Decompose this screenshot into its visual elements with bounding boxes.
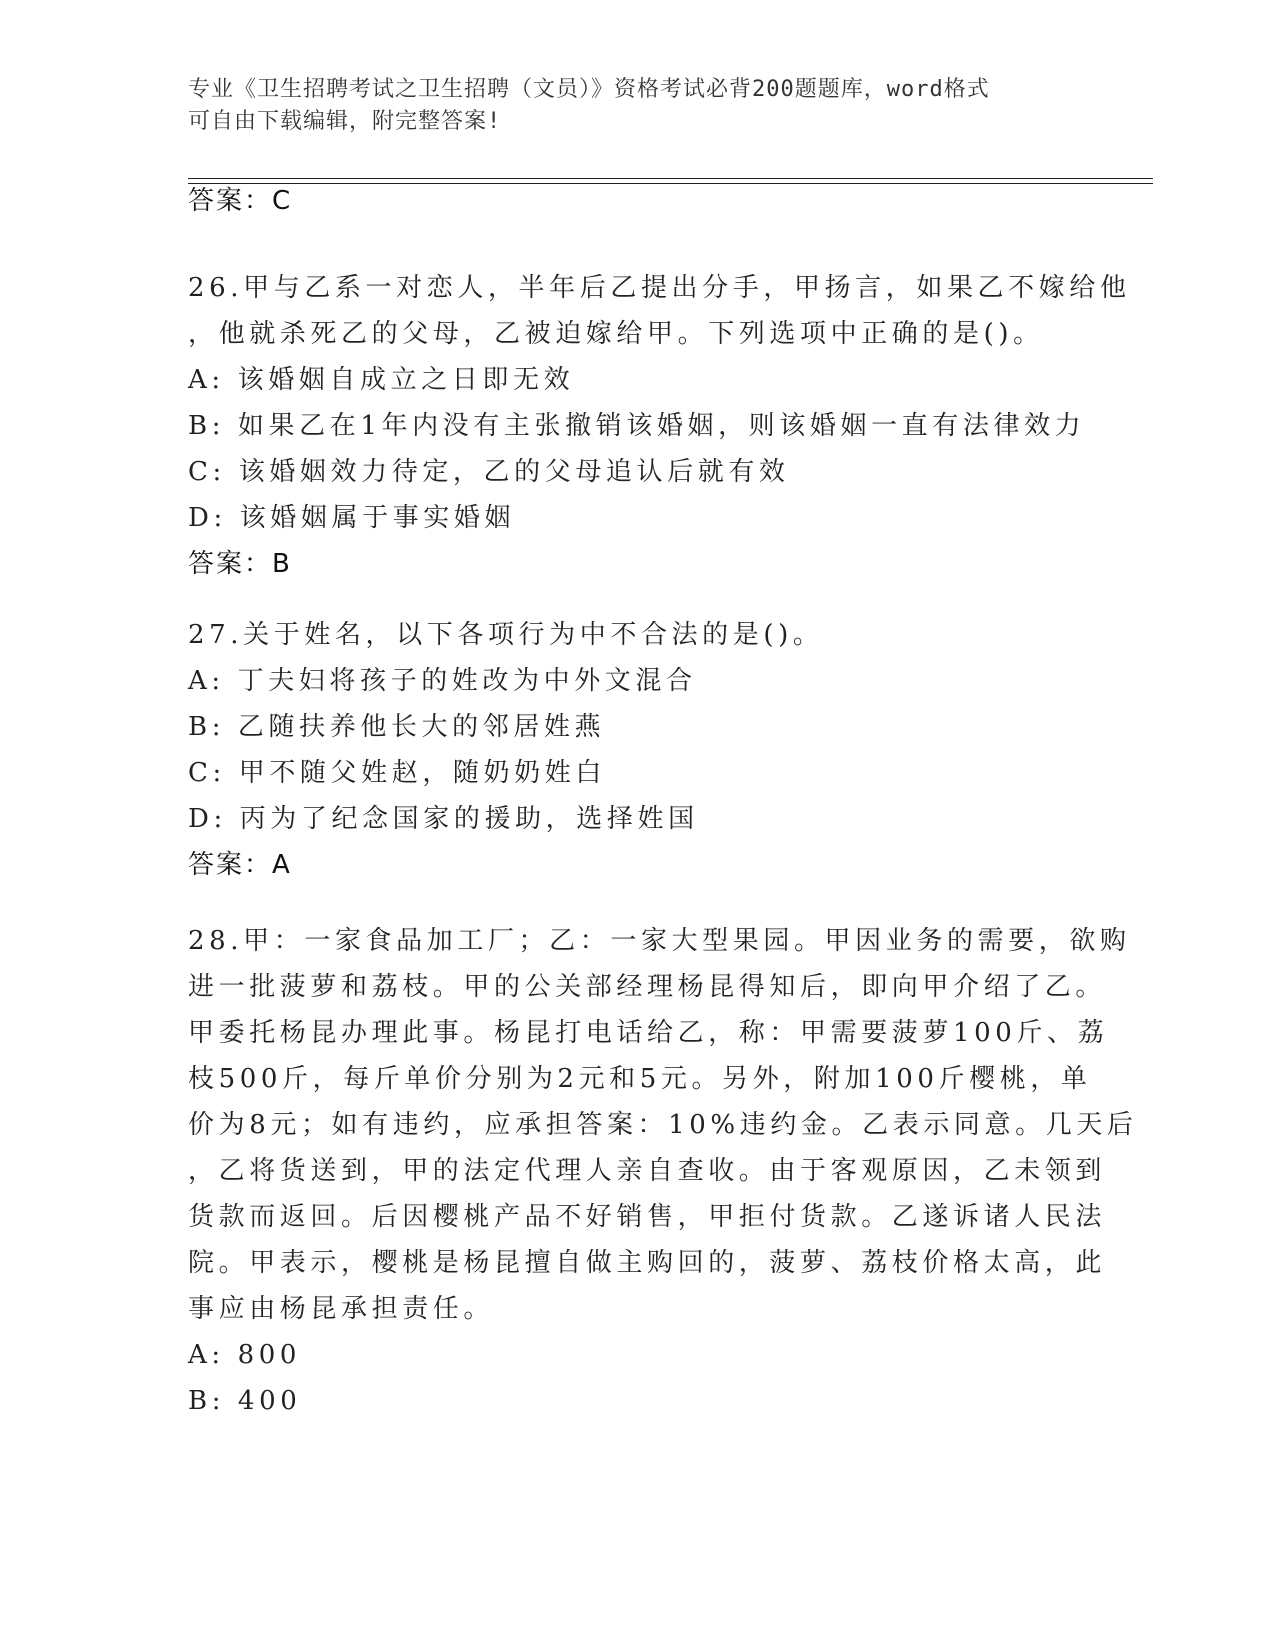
option-a: A: 该婚姻自成立之日即无效 [188, 365, 575, 395]
option-c: C: 该婚姻效力待定，乙的父母追认后就有效 [188, 457, 790, 487]
question-27 [188, 612, 1088, 888]
option-a: A: 丁夫妇将孩子的姓改为中外文混合 [188, 666, 697, 696]
option-d: D: 丙为了纪念国家的援助，选择姓国 [188, 804, 699, 834]
question-text-line: ，他就杀死乙的父母，乙被迫嫁给甲。下列选项中正确的是()。 [188, 319, 1044, 349]
question-text-line: 价为8元；如有违约，应承担答案：10%违约金。乙表示同意。几天后 [188, 1110, 1138, 1140]
question-text-line: ，乙将货送到，甲的法定代理人亲自查收。由于客观原因，乙未领到 [188, 1156, 1107, 1186]
option-b: B: 如果乙在1年内没有主张撤销该婚姻，则该婚姻一直有法律效力 [188, 411, 1086, 441]
question-28 [188, 918, 1138, 1424]
question-text-line: 26.甲与乙系一对恋人，半年后乙提出分手，甲扬言，如果乙不嫁给他 [188, 273, 1131, 303]
question-text-line: 28.甲：一家食品加工厂；乙：一家大型果园。甲因业务的需要，欲购 [188, 926, 1131, 956]
option-d: D: 该婚姻属于事实婚姻 [188, 503, 516, 533]
previous-answer-block [188, 178, 1088, 224]
question-text-line: 27.关于姓名，以下各项行为中不合法的是()。 [188, 620, 824, 650]
header-line-1: 专业《卫生招聘考试之卫生招聘（文员）》资格考试必背200题题库，word格式 [188, 77, 990, 102]
option-a: A: 800 [188, 1340, 302, 1370]
question-26 [188, 265, 1131, 587]
option-b: B: 乙随扶养他长大的邻居姓燕 [188, 712, 606, 742]
question-text-line: 事应由杨昆承担责任。 [188, 1294, 495, 1324]
answer-line: 答案：A [188, 850, 292, 880]
question-text-line: 甲委托杨昆办理此事。杨昆打电话给乙，称：甲需要菠萝100斤、荔 [188, 1018, 1109, 1048]
question-text-line: 枝500斤，每斤单价分别为2元和5元。另外，附加100斤樱桃，单 [188, 1064, 1092, 1094]
answer-line: 答案：B [188, 549, 292, 579]
question-text-line: 院。甲表示，樱桃是杨昆擅自做主购回的，菠萝、荔枝价格太高，此 [188, 1248, 1107, 1278]
answer-line: 答案：C [188, 186, 293, 216]
option-c: C: 甲不随父姓赵，随奶奶姓白 [188, 758, 606, 788]
option-b: B: 400 [188, 1386, 302, 1416]
question-text-line: 进一批菠萝和荔枝。甲的公关部经理杨昆得知后，即向甲介绍了乙。 [188, 972, 1107, 1002]
document-header [188, 74, 1068, 138]
question-text-line: 货款而返回。后因樱桃产品不好销售，甲拒付货款。乙遂诉诸人民法 [188, 1202, 1107, 1232]
header-line-2: 可自由下载编辑，附完整答案! [188, 109, 502, 134]
